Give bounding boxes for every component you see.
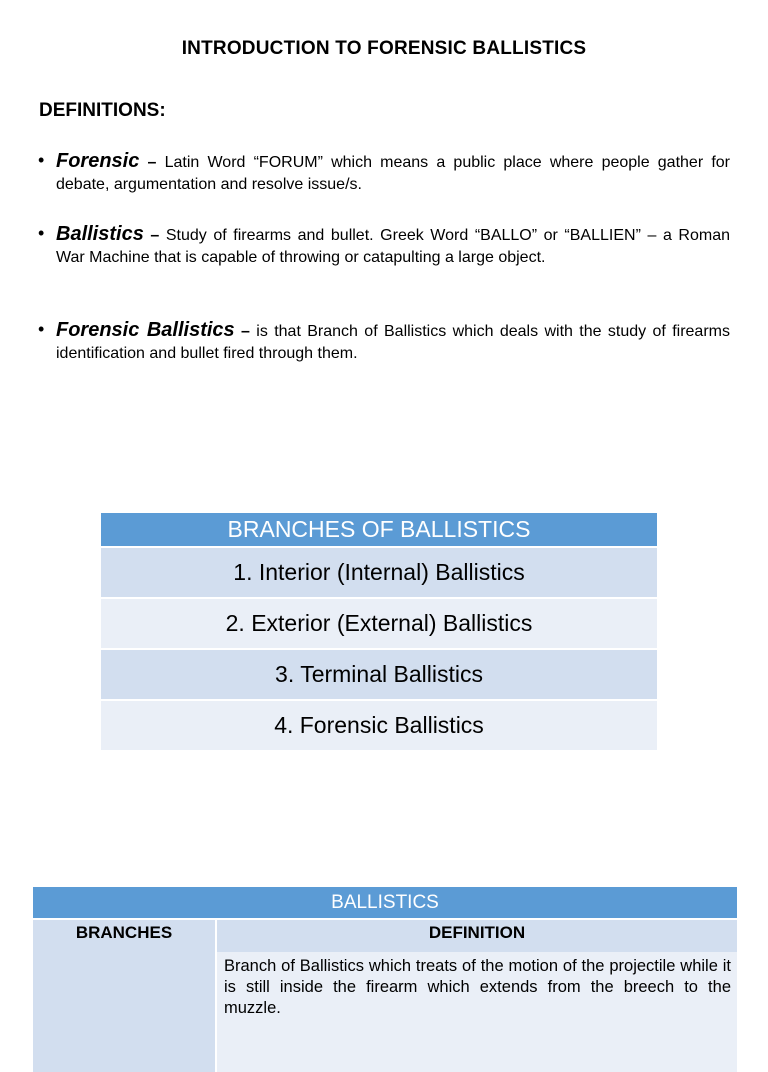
definition-forensic-ballistics <box>38 319 730 365</box>
definition-term: Ballistics <box>56 223 144 245</box>
branches-table-row: 1. Interior (Internal) Ballistics <box>101 548 657 599</box>
page-title: INTRODUCTION TO FORENSIC BALLISTICS <box>181 38 587 59</box>
column-header-definition: DEFINITION <box>428 923 526 942</box>
branches-table-header: BRANCHES OF BALLISTICS <box>101 513 657 548</box>
definition-dash: – <box>139 154 165 171</box>
ballistics-table-header: BALLISTICS <box>33 887 737 920</box>
branches-table <box>101 513 657 752</box>
definition-forensic <box>38 150 730 196</box>
ballistics-table <box>33 887 737 1072</box>
ballistics-table-column-headers <box>33 920 737 952</box>
branches-table-row: 2. Exterior (External) Ballistics <box>101 599 657 650</box>
bullet-icon: • <box>38 150 45 170</box>
definition-text: Study of firearms and bullet. Greek Word “BALLO” or “BALLIEN” – a Roman War Machine that is capable of throwing or catapulting a large object. <box>56 227 730 266</box>
branch-cell <box>33 952 217 1072</box>
definition-text: Latin Word “FORUM” which means a public place where people gather for debate, argumentation and resolve issue/s. <box>56 154 730 193</box>
definition-dash: – <box>143 227 166 244</box>
column-header-branches: BRANCHES <box>33 920 217 952</box>
table-row <box>33 952 737 1072</box>
branches-table-row: 3. Terminal Ballistics <box>101 650 657 701</box>
definition-text: is that Branch of Ballistics which deals with the study of firearms identification and bullet fired through them. <box>56 323 730 362</box>
definitions-heading: DEFINITIONS: <box>39 100 166 121</box>
definition-cell: Branch of Ballistics which treats of the motion of the projectile while it is still inside the firearm which extends from the breech to the muzzle. <box>217 952 737 1072</box>
definition-dash: – <box>234 323 257 340</box>
definition-term: Forensic Ballistics <box>56 319 235 341</box>
bullet-icon: • <box>38 319 45 339</box>
definition-ballistics <box>38 223 730 269</box>
bullet-icon: • <box>38 223 45 243</box>
definition-term: Forensic <box>56 150 140 172</box>
branches-table-row: 4. Forensic Ballistics <box>101 701 657 752</box>
